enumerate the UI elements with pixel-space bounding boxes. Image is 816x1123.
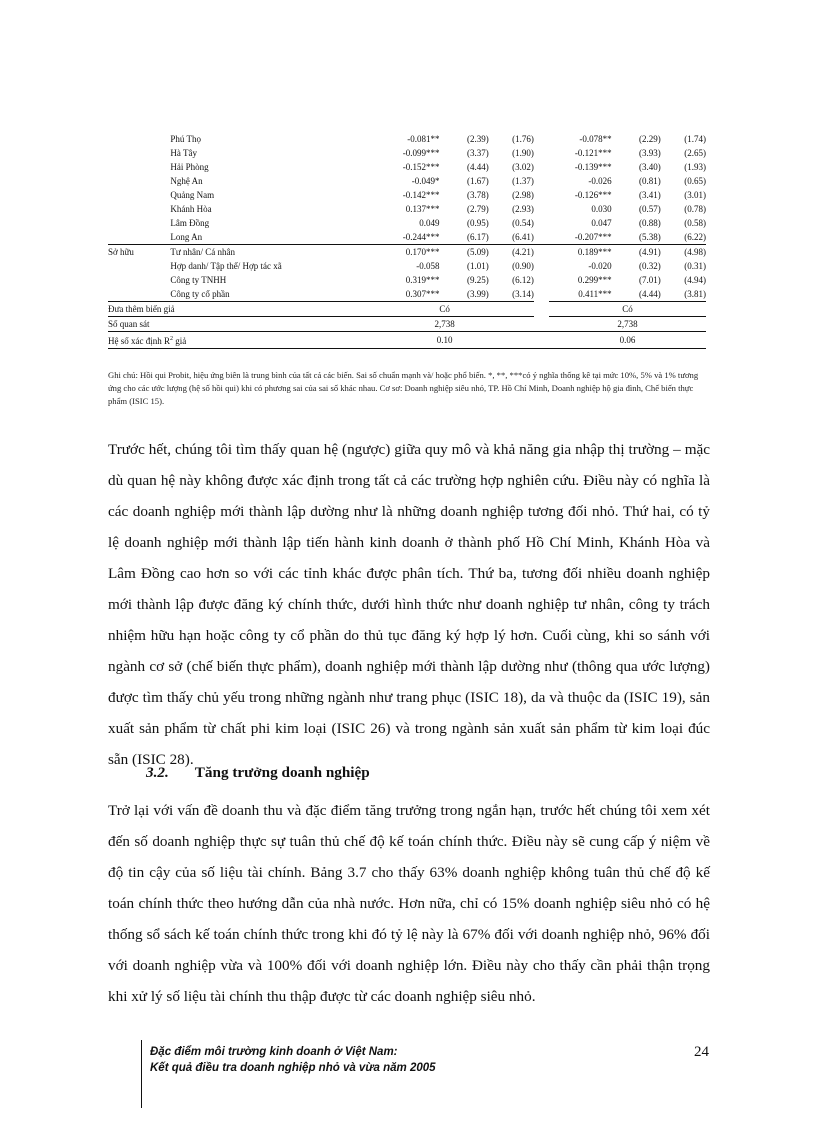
- tstat-a-model-2: (0.32): [639, 261, 661, 271]
- footer-rule: [141, 1040, 142, 1108]
- coef-model-2: -0.126***: [574, 190, 612, 200]
- coef-model-2: -0.026: [588, 176, 612, 186]
- table-row: [108, 259, 706, 273]
- dummies-row: [108, 302, 706, 317]
- coef-model-2: -0.020: [588, 261, 612, 271]
- footer-title: [150, 1044, 436, 1076]
- coef-model-1: -0.099***: [402, 148, 440, 158]
- coef-model-1: -0.049*: [411, 176, 440, 186]
- tstat-a-model-1: (9.25): [466, 275, 489, 285]
- regression-table: [108, 132, 706, 349]
- group-label: [108, 202, 170, 216]
- table-row: [108, 132, 706, 146]
- row-label: Phú Thọ: [170, 134, 201, 144]
- column-gap: [534, 188, 549, 202]
- tstat-a-model-2: (0.81): [639, 176, 661, 186]
- coef-model-1: -0.081**: [407, 134, 440, 144]
- tstat-b-model-2: (0.65): [684, 176, 706, 186]
- tstat-b-model-1: (1.76): [512, 134, 534, 144]
- tstat-a-model-1: (1.67): [466, 176, 489, 186]
- row-label: Nghệ An: [170, 176, 203, 186]
- section-number: 3.2.: [146, 764, 169, 781]
- tstat-a-model-1: (3.37): [466, 148, 489, 158]
- row-label: Lâm Đồng: [170, 218, 210, 228]
- row-label: Tư nhân/ Cá nhân: [170, 247, 235, 257]
- footer-line-1: Đặc điểm môi trường kinh doanh ở Việt Nam:: [150, 1046, 398, 1058]
- group-label: [108, 132, 170, 146]
- coef-model-2: 0.047: [591, 218, 612, 228]
- tstat-b-model-2: (1.74): [684, 134, 706, 144]
- tstat-a-model-1: (6.17): [444, 230, 489, 245]
- tstat-a-model-2: (2.29): [639, 134, 661, 144]
- coef-model-1: -0.142***: [402, 190, 440, 200]
- r2-row: [108, 332, 706, 349]
- table-row: [108, 160, 706, 174]
- tstat-a-model-2: (3.41): [639, 190, 661, 200]
- group-label: [108, 160, 170, 174]
- tstat-b-model-2: (0.31): [684, 261, 706, 271]
- group-label: [108, 273, 170, 287]
- tstat-a-model-1: (3.99): [466, 289, 489, 299]
- coef-model-1: -0.244***: [355, 230, 443, 245]
- tstat-b-model-1: (4.21): [512, 247, 534, 257]
- column-gap: [534, 160, 549, 174]
- group-label: Sở hữu: [108, 247, 134, 257]
- tstat-b-model-2: (4.94): [684, 275, 706, 285]
- group-label: [108, 146, 170, 160]
- column-gap: [534, 287, 549, 302]
- coef-model-2: -0.078**: [579, 134, 612, 144]
- tstat-a-model-1: (4.44): [466, 162, 489, 172]
- tstat-b-model-1: (6.41): [489, 230, 534, 245]
- coef-model-1: -0.152***: [402, 162, 440, 172]
- table-row: [108, 287, 706, 302]
- row-label: Long An: [170, 230, 355, 245]
- tstat-a-model-2: (3.93): [639, 148, 661, 158]
- tstat-a-model-2: (7.01): [639, 275, 661, 285]
- tstat-a-model-2: (4.91): [639, 247, 661, 257]
- tstat-b-model-2: (1.93): [684, 162, 706, 172]
- group-label: [108, 216, 170, 230]
- column-gap: [534, 146, 549, 160]
- dummies-value-1: Có: [355, 302, 534, 317]
- coef-model-1: 0.049: [419, 218, 440, 228]
- tstat-b-model-1: (1.90): [512, 148, 534, 158]
- table-row: [108, 202, 706, 216]
- page-number: 24: [694, 1044, 709, 1060]
- section-heading: [146, 761, 370, 785]
- r2-value-1: 0.10: [355, 332, 534, 349]
- coef-model-2: 0.189***: [577, 247, 612, 257]
- tstat-b-model-1: (6.12): [512, 275, 534, 285]
- footer-line-2: Kết quả điều tra doanh nghiệp nhỏ và vừa năm 2005: [150, 1062, 436, 1074]
- coef-model-2: 0.030: [591, 204, 612, 214]
- dummies-value-2: Có: [549, 302, 706, 317]
- column-gap: [534, 259, 549, 273]
- column-gap: [534, 245, 549, 260]
- obs-value-2: 2,738: [549, 317, 706, 332]
- row-label: Quảng Nam: [170, 190, 215, 200]
- paragraph-enterprise-growth: Trở lại với vấn đề doanh thu và đặc điểm tăng trưởng trong ngắn hạn, trước hết chúng tôi xem xét đến số doanh nghiệp thực sự tuân thủ chế độ kế toán chính thức. Điều này sẽ cung cấp ý niệm về độ tin cậy của số liệu tài chính. Bảng 3.7 cho thấy 63% doanh nghiệp không tuân thủ chế độ kế toán chính thức theo hướng dẫn của nhà nước. Hơn nữa, chỉ có 15% doanh nghiệp siêu nhỏ có hệ thống sổ sách kế toán chính thức trong khi đó tỷ lệ này là 67% đối với doanh nghiệp nhỏ, 96% đối với doanh nghiệp vừa và 100% đối với doanh nghiệp lớn. Điều này cho thấy cần phải thận trọng khi xử lý số liệu tài chính thu thập được từ các doanh nghiệp siêu nhỏ.: [108, 802, 710, 1005]
- coef-model-2: -0.207***: [549, 230, 616, 245]
- r2-value-2: 0.06: [549, 332, 706, 349]
- row-label: Khánh Hòa: [170, 204, 212, 214]
- tstat-b-model-2: (6.22): [661, 230, 706, 245]
- group-label: [108, 259, 170, 273]
- row-label: Công ty cổ phần: [170, 289, 230, 299]
- paragraph-entry-findings: Trước hết, chúng tôi tìm thấy quan hệ (ngược) giữa quy mô và khả năng gia nhập thị trường – mặc dù quan hệ này không được xác định trong tất cả các trường hợp nghiên cứu. Điều này có nghĩa là các doanh nghiệp mới thành lập dường như là những doanh nghiệp tương đối nhỏ. Thứ hai, có tỷ lệ doanh nghiệp mới thành lập tiến hành kinh doanh ở thành phố Hồ Chí Minh, Khánh Hòa và Lâm Đồng cao hơn so với các tỉnh khác được phân tích. Thứ ba, tương đối nhiều doanh nghiệp mới thành lập được đăng ký chính thức, dưới hình thức như doanh nghiệp tư nhân, công ty trách nhiệm hữu hạn hoặc công ty cổ phần do thủ tục đăng ký hợp lý hơn. Cuối cùng, khi so sánh với ngành cơ sở (chế biến thực phẩm), doanh nghiệp mới thành lập dường như (thông qua ước lượng) được tìm thấy chủ yếu trong những ngành như trang phục (ISIC 18), da và thuộc da (ISIC 19), sản xuất sản phẩm từ chất phi kim loại (ISIC 26) và trong ngành sản xuất sản phẩm từ kim loại đúc sẵn (ISIC 28).: [108, 441, 710, 768]
- section-title: Tăng trưởng doanh nghiệp: [194, 764, 370, 781]
- tstat-a-model-1: (0.95): [466, 218, 489, 228]
- r2-label: Hệ số xác định $R^2$ giả: [108, 332, 355, 349]
- tstat-b-model-2: (0.58): [684, 218, 706, 228]
- tstat-b-model-1: (1.37): [512, 176, 534, 186]
- tstat-a-model-1: (3.78): [466, 190, 489, 200]
- column-gap: [534, 230, 549, 245]
- table-note: Ghi chú: Hồi qui Probit, hiệu ứng biên là trung bình của tất cả các biến. Sai số chuẩn mạnh và/ hoặc phổ biến. *, **, ***có ý nghĩa thống kê tại mức 10%, 5% và 1% tương ứng cho các ước lượng (hệ số hồi qui) khi có phương sai của sai số khác nhau. Cơ sơ: Doanh nghiệp siêu nhỏ, TP. Hồ Chí Minh, Doanh nghiệp hộ gia đình, Chế biến thực phẩm (ISIC 15).: [108, 370, 699, 406]
- tstat-b-model-2: (2.65): [684, 148, 706, 158]
- row-label: Hà Tây: [170, 148, 197, 158]
- group-label: [108, 230, 170, 245]
- coef-model-2: -0.121***: [574, 148, 612, 158]
- column-gap: [534, 273, 549, 287]
- column-gap: [534, 202, 549, 216]
- tstat-b-model-1: (2.98): [512, 190, 534, 200]
- row-label: Hợp danh/ Tập thể/ Hợp tác xã: [170, 261, 282, 271]
- coef-model-1: -0.058: [416, 261, 440, 271]
- tstat-a-model-1: (5.09): [466, 247, 489, 257]
- row-label: Hải Phòng: [170, 162, 209, 172]
- tstat-a-model-1: (1.01): [466, 261, 489, 271]
- tstat-b-model-1: (0.54): [512, 218, 534, 228]
- tstat-b-model-1: (3.14): [512, 289, 534, 299]
- coef-model-1: 0.307***: [405, 289, 440, 299]
- group-label: [108, 287, 170, 302]
- tstat-b-model-1: (3.02): [512, 162, 534, 172]
- column-gap: [534, 216, 549, 230]
- obs-value-1: 2,738: [355, 317, 534, 332]
- dummies-label: Đưa thêm biến giả: [108, 302, 355, 317]
- obs-label: Số quan sát: [108, 317, 355, 332]
- coef-model-2: 0.411***: [578, 289, 612, 299]
- table-row: [108, 245, 706, 260]
- coef-model-1: 0.319***: [405, 275, 440, 285]
- coef-model-1: 0.137***: [405, 204, 440, 214]
- tstat-a-model-1: (2.79): [466, 204, 489, 214]
- coef-model-1: 0.170***: [405, 247, 440, 257]
- table-row: [108, 174, 706, 188]
- column-gap: [534, 174, 549, 188]
- tstat-a-model-1: (2.39): [466, 134, 489, 144]
- tstat-a-model-2: (4.44): [639, 289, 661, 299]
- table-row: [108, 146, 706, 160]
- table-row: [108, 230, 706, 245]
- coef-model-2: -0.139***: [574, 162, 612, 172]
- tstat-b-model-2: (0.78): [684, 204, 706, 214]
- observations-row: [108, 317, 706, 332]
- group-label: [108, 188, 170, 202]
- tstat-a-model-2: (5.38): [616, 230, 661, 245]
- tstat-a-model-2: (3.40): [639, 162, 661, 172]
- group-label: [108, 174, 170, 188]
- column-gap: [534, 132, 549, 146]
- tstat-b-model-2: (3.81): [684, 289, 706, 299]
- tstat-b-model-1: (0.90): [512, 261, 534, 271]
- table-row: [108, 216, 706, 230]
- row-label: Công ty TNHH: [170, 275, 227, 285]
- tstat-b-model-1: (2.93): [512, 204, 534, 214]
- coef-model-2: 0.299***: [577, 275, 612, 285]
- table-row: [108, 188, 706, 202]
- tstat-a-model-2: (0.88): [639, 218, 661, 228]
- table-row: [108, 273, 706, 287]
- tstat-a-model-2: (0.57): [639, 204, 661, 214]
- tstat-b-model-2: (3.01): [684, 190, 706, 200]
- tstat-b-model-2: (4.98): [684, 247, 706, 257]
